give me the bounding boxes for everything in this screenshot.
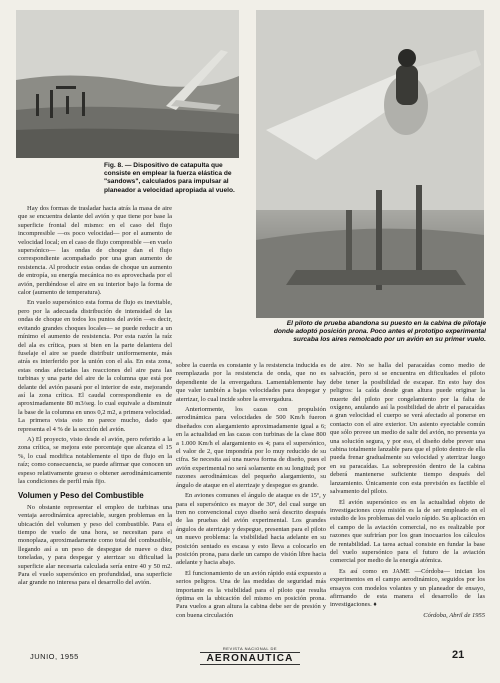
paragraph: En vuelo supersónico esta forma de flujo es inevitable, pero por la adecuada distribución de intensidad de las ondas de choque en todos los puntos del avión —es decir, evitando grandes choques locales— se puede reducir a un mínimo el aumento de resistencia. Por esta razón la raíz del ala es crítica, pues si bien en la parte delantera del fuselaje el aire se puede distribuir uniformemente, más atrás es interferido por la unión con el ala. En esta zona, estas ondas afectadas las reacciones del aire para las turbinas y una parte del aire de la columna que está por delante del avión pasará por el interior de este, mejorando así la zona crítica. El caudal correspondiente es de aproximadamente 80 m3/seg. lo cual equivale a disminuir la base de la columna en unos 0,2 m2, a primera velocidad. La primera vista esto no parece mucho, dado que representa el 4 % de la sección del avión. [18,299,172,433]
article-column-3 [330,362,485,620]
article-column-1 [18,205,172,590]
paragraph: Hay dos formas de trasladar hacia atrás la masa de aire que se encuentra delante del avión y que tiene por base la superficie frontal del mismo: en el caso del flujo incompresible —os poco velocidad— por el aumento de velocidad local; en el caso de flujo compresible —en vuelo supersónico— las ondas de choque dan el flujo correspondiente acompañado por una gran aumento de resistencia. Al producir estas ondas de choque un aumento de entropía, su energía mecánica no es aprovechada por el avión, perdiéndose el aire en su interior bajo la forma de calor (aumento de temperatura). [18,205,172,297]
magazine-name: AERONAUTICA [200,652,300,665]
issue-date: JUNIO, 1955 [30,652,79,661]
article-column-2 [176,362,326,622]
cockpit-illustration [256,10,484,318]
catapult-illustration [16,10,239,158]
paragraph: En aviones comunes el ángulo de ataque es de 15º, y para el supersónico es mayor de 30º, del cual surge un tren no convencional cuyo diseño será descrito después de las pruebas del avión experimental. Los grandes ángulos de aterrizaje y despegue, presentan para el piloto un nuevo problema: la visibilidad hacia adelante en su posición sentado es escasa y esto lleva a colocarlo en posición prona, para darle un campo de visión libre hacia adelante y hacia abajo. [176,492,326,567]
cockpit-caption: El piloto de prueba abandona su puesto en la cabina de pilotaje donde adoptó posición prona. Poco antes el prototipo experimental surcaba los aires remolcado por un avión en su primer vuelo. [273,320,486,344]
paragraph: El funcionamiento de un avión rápido está expuesto a serios peligros. Una de las medidas de seguridad más importante es la visibilidad para el piloto que resulta óptima en la ubicación del mismo en posición prona. Para vuelos a gran altura la cabina debe ser de presión y con buena circulación [176,569,326,619]
paragraph: A) El proyecto, visto desde el avión, pero referido a la zona crítica, se mejora este porcentaje que alcanza el 15 %, lo cual modifica notablemente el tipo de flujo en la raíz; como consecuencia, se puede afirmar que conocen un espeso relativamente grueso o obtener aerodinámicamente las condiciones de perfil más fijo. [18,435,172,485]
page-number: 21 [452,649,465,661]
section-heading: Volumen y Peso del Combustible [18,491,144,501]
paragraph: de aire. No se halla del paracaídas como medio de salvación, pero si se encuentra en dificultades el piloto debe tener la posibilidad de escapar. En esto hay dos peligros: la caída desde gran altura puede originar la muerte del piloto por congelamiento por la falta de oxígeno, anulando así la posibilidad de abrir el paracaídas a gran velocidad el cuerpo se verá afectado al ponerse en contacto con el aire exterior. Un asiento eyectable común que sólo provee un medio de salir del avión, no presenta ya una solución segura, y por eso, el diseño debe prever una cabina totalmente lanzable para que el piloto dentro de ella pueda frenar gradualmente su velocidad y aterrizar luego en su paracaídas. La sobrepresión dentro de la cabina deberá mantenerse suficiente tiempo después del lanzamiento. Únicamente con esta previsión es factible el salvamento del piloto. [330,362,485,496]
paragraph: sobre la cuerda es constante y la resistencia inducida es reemplazada por la resistencia de onda, que no es dependiente de la envergadura. Lamentablemente hay que valer también a bajas velocidades para despegar y aterrizar, lo cual incide sobre la envergadura. [176,362,326,403]
article-signature: Córdoba, Abril de 1955 [423,611,485,619]
catapult-photo [16,10,239,158]
magazine-kicker: REVISTA NACIONAL DE [222,646,278,651]
paragraph: Es así como en JAME —Córdoba— inician los experimentos en el campo aerodinámico, seguidos por los ensayos con modelos volantes y un planeador de ensayo, afirmando de esta manera el desarrollo de las investigaciones. ♦ [330,567,485,609]
catapult-caption: Fig. 8. — Dispositivo de catapulta que consiste en emplear la fuerza elástica de "sandows", calculados para impulsar al planeador a velocidad apropiada al vuelo. [104,162,235,194]
paragraph: El avión supersónico es en la actualidad objeto de investigaciones cuya misión es la de ser empleado en el estudio de los problemas del vuelo rápido. Su aplicación en el campo de la aviación comercial, no es realizable por razones que sufrirían por los gran inocuarios los cálculos de rentabilidad. La tarea actual consiste en fundar la base del vuelo supersónico para el futuro de la aviación comercial por medio de la energía atómica. [330,498,485,565]
magazine-masthead [200,646,300,665]
paragraph: Anteriormente, los cazas con propulsión aerodinámica para velocidades de 500 Km/h fueron diseñados con alargamiento aproximadamente igual a 6; en la actualidad en las cazas con turbinas de la clase 800 a 1.000 Km/h el alargamiento es 4; para el supersónico, el valor de 2, que impondría por lo muy reducido de su cifra. Se necesita así una nueva forma de diseño, pues el avión experimental no será solamente en su longitud; por razones aerodinámicas del pequeño alargamiento, su ángulo de ataque en el aterrizaje y despegue es grande. [176,406,326,489]
cockpit-photo [256,10,484,318]
paragraph: No obstante representar el empleo de turbinas una ventaja aerodinámica apreciable, surgen problemas en la ubicación del volumen y peso del combustible. Para el tiempo de vuelo de una hora, se necesitan para el monoplaza, aproximadamente como total del combustible, llegando así a un peso de despegue de nueve o diez toneladas, y para despegar y aterrizar su dificultad la superficie alar necesaria calculada sería entre 40 y 50 m2. Para el vuelo supersónico en profundidad, una superficie alar grande no interesa para el desarrollo del avión. [18,503,172,587]
